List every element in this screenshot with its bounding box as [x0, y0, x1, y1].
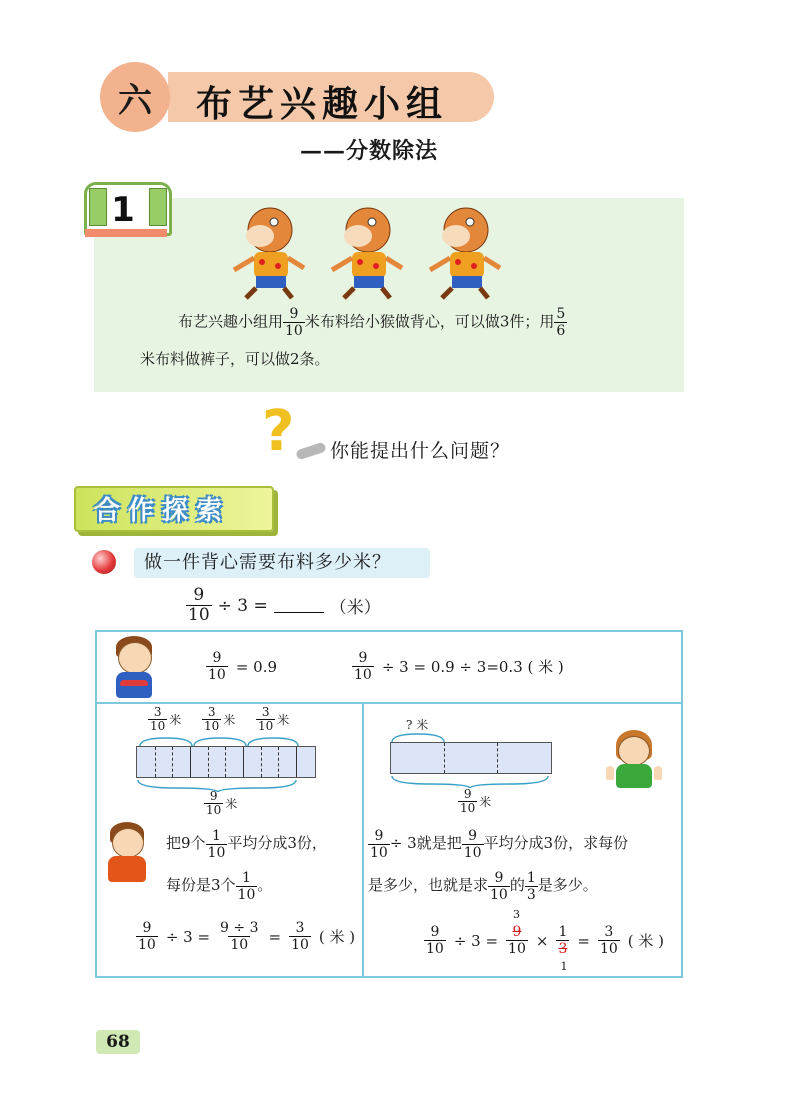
segment-label-unknown: ? 米 [406, 718, 429, 732]
left-equation: $\frac{9}{10}$ ÷ 3 = $\frac{9 \div 3}{10}$ = $\frac{3}{10}$ ( 米 ) [138, 920, 356, 953]
bottom-brace-right [390, 774, 552, 788]
page-number: 68 [96, 1030, 140, 1054]
fraction: $\frac{9}{10}$ [354, 650, 372, 683]
boy-avatar [104, 822, 158, 884]
monkeys-illustration [226, 200, 506, 304]
chapter-number: 六 [100, 62, 170, 132]
girl-avatar [606, 730, 666, 790]
fraction: $\frac{3}{10}$ [599, 924, 618, 957]
example-text-line2: 米布料做裤子，可以做2条。 [140, 350, 330, 368]
question-prompt: 你能提出什么问题？ [330, 440, 511, 462]
right-explanation-line2: 是多少，也就是求 $\frac{9}{10}$ 的 $\frac{1}{3}$ 是多少。 [368, 869, 598, 903]
fraction: $\frac{9}{10}$ [138, 920, 156, 953]
cancelled-denominator: 3 [558, 941, 568, 957]
main-equation: $\frac{9}{10}$ ÷ 3 = （米） [188, 585, 381, 625]
fraction: $\frac{1}{3}$ [526, 869, 536, 903]
left-explanation-line1: 把9个 $\frac{1}{10}$ 平均分成3份， [166, 827, 327, 861]
cancelled-fraction: $\frac{1}{3}$ 1 [558, 924, 568, 973]
total-label-right: $\frac{9}{10}$ 米 [460, 787, 492, 815]
frame-divider-v [362, 702, 364, 978]
right-explanation-line1: $\frac{9}{10}$ ÷ 3就是把 $\frac{9}{10}$ 平均分成3份，求每份 [370, 827, 629, 861]
fraction: $\frac{9}{10}$ [370, 827, 388, 861]
fraction: $\frac{9}{10}$ [463, 827, 482, 861]
left-explanation-line2: 每份是3个 $\frac{1}{10}$ 。 [166, 869, 273, 903]
monkey-icon [234, 208, 304, 298]
question-2: 做一件背心需要布料多少米？ [134, 548, 430, 578]
fraction: $\frac{5}{6}$ [556, 306, 566, 339]
boy-avatar [110, 636, 166, 700]
segment-label-2: $\frac{3}{10}$ 米 [204, 705, 236, 733]
fraction: $\frac{9}{10}$ [208, 650, 226, 683]
fraction-bar-right [390, 742, 552, 774]
segment-label-3: $\frac{3}{10}$ 米 [258, 705, 290, 733]
cancelled-fraction: 3 $\frac{9}{10}$ [508, 908, 526, 957]
chapter-subtitle: ——分数除法 [300, 138, 439, 164]
fraction: $\frac{9}{10}$ [285, 306, 303, 339]
chapter-title: 布艺兴趣小组 [196, 84, 449, 125]
example-text-line1: 布艺兴趣小组用 $\frac{9}{10}$ 米布料给小猴做背心，可以做3件；用 $\frac{5}{6}$ [178, 306, 566, 339]
total-label-left: $\frac{9}{10}$ 米 [206, 789, 238, 817]
question-mark-icon: ? [262, 399, 295, 464]
fraction: $\frac{9}{10}$ [426, 924, 444, 957]
fraction: $\frac{9}{10}$ [490, 869, 508, 903]
monkey-icon [332, 208, 402, 298]
fraction: $\frac{1}{10}$ [237, 869, 256, 903]
section-header: 合作探索 [94, 496, 231, 526]
right-equation: $\frac{9}{10}$ ÷ 3 = 3 $\frac{9}{10}$ × $\frac{1}{3}$ 1 = $\frac{3}{10}$ ( 米 ) [426, 908, 665, 973]
fraction-bar-left [136, 746, 316, 778]
cancelled-numerator: 9 [512, 924, 522, 940]
frame-divider-h [95, 702, 683, 704]
fraction: $\frac{3}{10}$ [291, 920, 309, 953]
top-right-equation: $\frac{9}{10}$ ÷ 3 = 0.9 ÷ 3=0.3 ( 米 ) [354, 650, 564, 683]
segment-label-1: $\frac{3}{10}$ 米 [150, 705, 182, 733]
fraction: $\frac{9 \div 3}{10}$ [220, 920, 259, 953]
answer-blank [274, 598, 324, 613]
red-ball-icon [92, 550, 116, 574]
fraction: $\frac{9}{10}$ [188, 585, 210, 625]
example-number: 1 [111, 190, 135, 230]
top-left-equation: $\frac{9}{10}$ = 0.9 [208, 650, 278, 683]
monkey-icon [430, 208, 500, 298]
fraction: $\frac{1}{10}$ [207, 827, 226, 861]
